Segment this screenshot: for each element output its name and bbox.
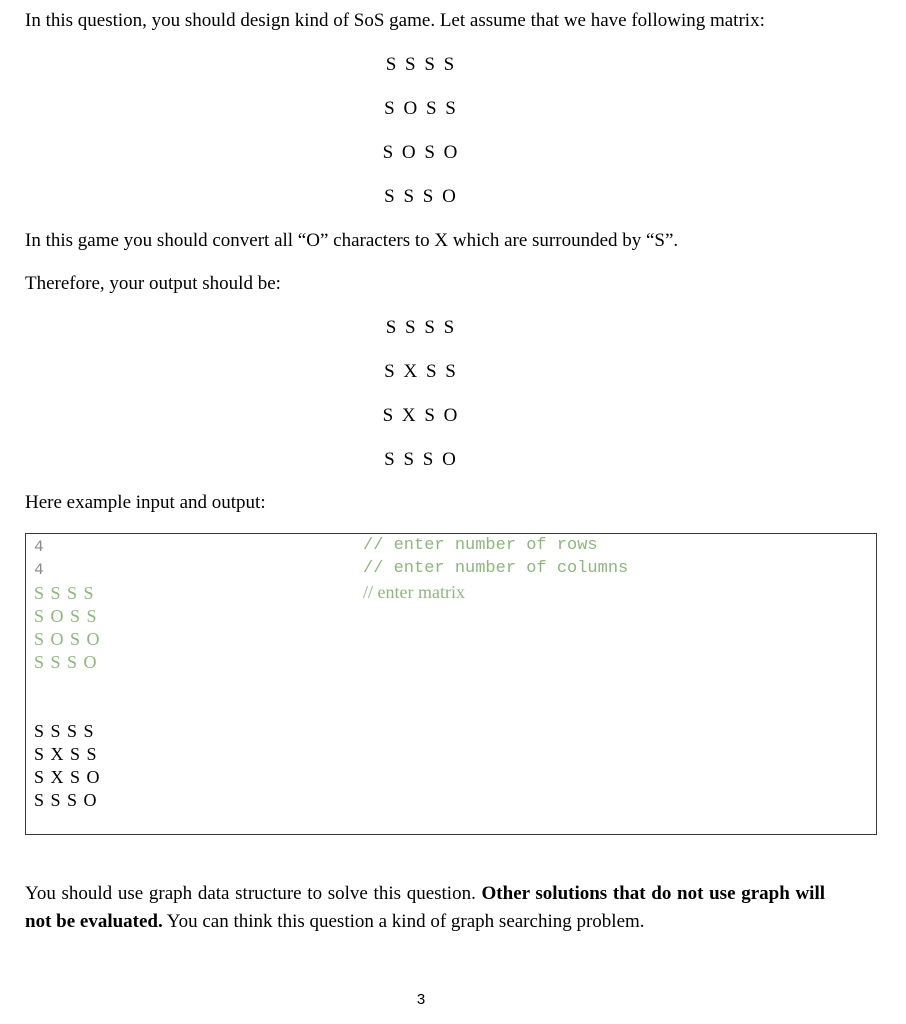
output-line: S S S S xyxy=(34,721,95,741)
therefore-text: Therefore, your output should be: xyxy=(25,273,281,294)
intro-text: In this question, you should design kind of SoS game. Let assume that we have following matrix: xyxy=(25,10,765,31)
cols-value: 4 xyxy=(34,561,44,579)
input-line: S S S O xyxy=(34,652,98,672)
output-matrix-row: S S S O xyxy=(384,449,458,470)
comment-matrix: // enter matrix xyxy=(363,582,465,602)
convert-text: In this game you should convert all “O” characters to X which are surrounded by “S”. xyxy=(25,230,679,251)
input-matrix-row: S O S O xyxy=(382,142,460,163)
final-text-part1: You should use graph data structure to solve this question. xyxy=(25,883,482,904)
input-matrix-row: S S S S xyxy=(385,54,457,75)
final-instructions xyxy=(25,880,825,936)
output-line: S X S S xyxy=(34,744,98,764)
input-matrix-row: S O S S xyxy=(384,98,458,119)
output-matrix-row: S S S S xyxy=(385,317,457,338)
output-matrix-row: S X S S xyxy=(384,361,458,382)
comment-rows: // enter number of rows xyxy=(363,536,598,555)
input-line: S S S S xyxy=(34,583,95,603)
output-line: S X S O xyxy=(34,767,101,787)
comment-columns: // enter number of columns xyxy=(363,559,629,578)
output-matrix-row: S X S O xyxy=(382,405,460,426)
input-matrix-row: S S S O xyxy=(384,186,458,207)
page-number: 3 xyxy=(416,991,426,1008)
final-text-bold: Other solutions that do not use graph will not be evaluated. xyxy=(25,883,826,932)
output-line: S S S O xyxy=(34,790,98,810)
example-code-box xyxy=(25,533,877,835)
final-text-part2: You can think this question a kind of graph searching problem. xyxy=(162,911,645,932)
input-line: S O S S xyxy=(34,606,98,626)
input-line: S O S O xyxy=(34,629,101,649)
rows-value: 4 xyxy=(34,538,44,556)
example-heading: Here example input and output: xyxy=(25,492,266,513)
